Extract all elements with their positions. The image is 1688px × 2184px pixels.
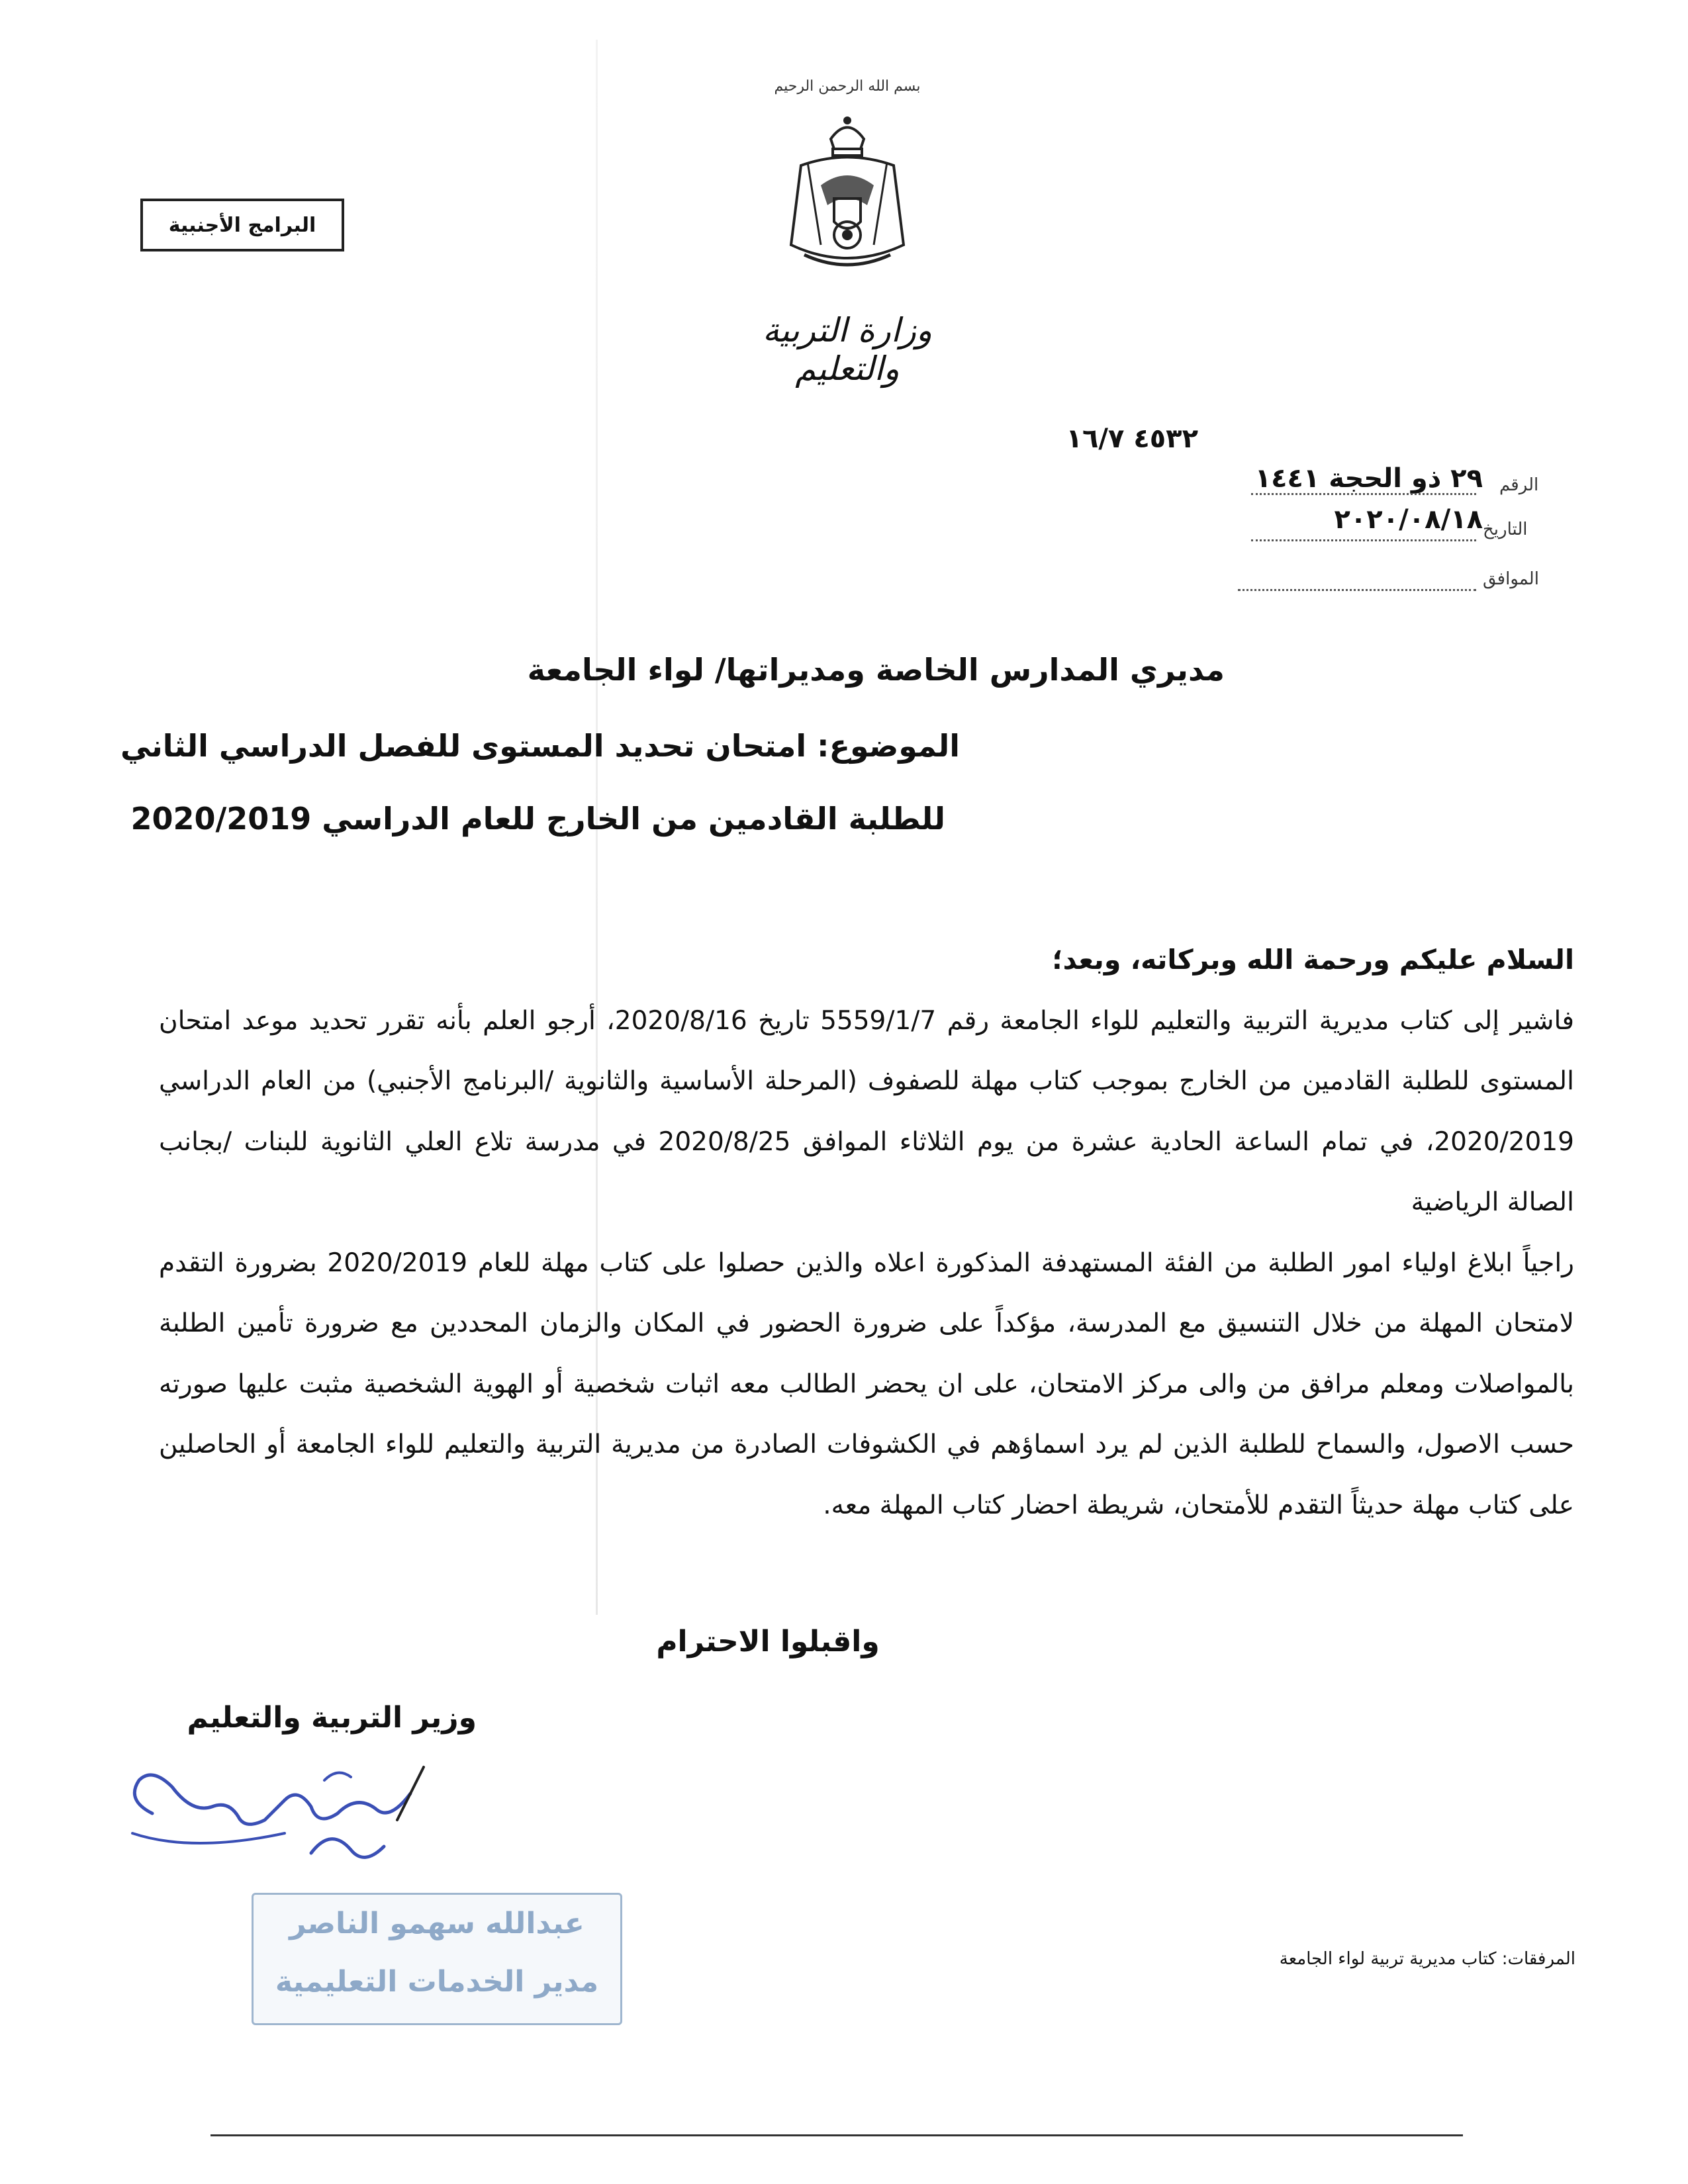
closing: واقبلوا الاحترام xyxy=(656,1625,880,1659)
hijri-date: ٢٩ ذو الحجة ١٤٤١ xyxy=(1254,463,1483,494)
number-dotted-line xyxy=(1251,493,1476,495)
basmala-calligraphy: بسم الله الرحمن الرحيم xyxy=(774,78,921,95)
letter-page: البرامج الأجنبية بسم الله الرحمن الرحيم وزارة التربية والتعليم ٤٥٣٢ ١٦/٧ ٢٩ ذو الحجة ١٤٤١ ٢٠٢٠/٠٨/١٨ الرقم التاريخ الموافق مديري المدارس الخاصة ومديراتها/ لواء الجامعة الموضوع: امتحان تحديد المستوى للفصل الدراسي الثاني للطلبة القادمين من الخارج للعام الدراسي 2020/2019 السلام عليكم ورحمة الله وبركاته، وبعد؛ فاشير إلى كتاب مديرية التربية والتعليم للواء الجامعة رقم 5559/1/7 تاريخ 2020/8/16، أرجو العلم بأنه تقرر تحديد موعد امتحان المستوى للطلبة القادمين من الخارج بموجب كتاب مهلة للصفوف (المرحلة الأساسية والثانوية /البرنامج الأجنبي) من العام الدراسي 2020/2019، في تمام الساعة الحادية عشرة من يوم الثلاثاء الموافق 2020/8/25 في مدرسة تلاع العلي الثانوية للبنات /بجانب الصالة الرياضية راجياً ابلاغ اولياء امور الطلبة من الفئة المستهدفة المذكورة اعلاه والذين حصلوا على كتاب مهلة للعام 2020/2019 بضرورة التقدم لامتحان المهلة من خلال التنسيق مع المدرسة، مؤكداً على ضرورة الحضور في المكان والزمان المحددين مع ضرورة تأمين الطلبة بالمواصلات ومعلم مرافق من والى مركز الامتحان، على ان يحضر الطالب معه اثبات شخصية أو الهوية الشخصية مثبت عليها صورته حسب الاصول، والسماح للطلبة الذين لم يرد اسماؤهم في الكشوفات الصادرة من مديرية التربية والتعليم للواء الجامعة أو الحاصلين على كتاب مهلة حديثاً التقدم للأمتحان، شريطة احضار كتاب المهلة معه. واقبلوا الاحترام وزير التربية والتعليم عبدالله سهمو الناصر مدير الخدمات التعليمية المرفقات: كتاب مديرية تربية لواء الجامعة xyxy=(0,0,1688,2184)
attachments-note: المرفقات: كتاب مديرية تربية لواء الجامعة xyxy=(1279,1949,1575,1969)
greeting: السلام عليكم ورحمة الله وبركاته، وبعد؛ xyxy=(1052,944,1574,976)
label-number: الرقم xyxy=(1499,475,1539,495)
department-label: البرامج الأجنبية xyxy=(168,213,316,237)
subject-line-1: الموضوع: امتحان تحديد المستوى للفصل الدراسي الثاني xyxy=(120,728,960,764)
ministry-name: وزارة التربية والتعليم xyxy=(762,311,933,388)
jordan-coat-of-arms-icon xyxy=(774,113,920,278)
official-stamp xyxy=(252,1893,622,2025)
stamp-line-1: عبدالله سهمو الناصر xyxy=(289,1907,585,1940)
paragraph-1: فاشير إلى كتاب مديرية التربية والتعليم للواء الجامعة رقم 5559/1/7 تاريخ 2020/8/16، أرجو العلم بأنه تقرر تحديد موعد امتحان المستوى للطلبة القادمين من الخارج بموجب كتاب مهلة للصفوف (المرحلة الأساسية والثانوية /البرنامج الأجنبي) من العام الدراسي 2020/2019، في تمام الساعة الحادية عشرة من يوم الثلاثاء الموافق 2020/8/25 في مدرسة تلاع العلي الثانوية للبنات /بجانب الصالة الرياضية xyxy=(159,1005,1574,1217)
department-box xyxy=(140,199,344,251)
date-dotted-line xyxy=(1251,539,1476,541)
letter-body xyxy=(159,930,1574,1535)
addressee: مديري المدارس الخاصة ومديراتها/ لواء الجامعة xyxy=(527,652,1225,688)
label-corresponding: الموافق xyxy=(1483,569,1539,589)
subject-line-2: للطلبة القادمين من الخارج للعام الدراسي 2020/2019 xyxy=(130,801,945,837)
handwritten-signature xyxy=(113,1754,457,1886)
gregorian-date: ٢٠٢٠/٠٨/١٨ xyxy=(1334,504,1483,535)
corresponding-dotted-line xyxy=(1238,589,1476,591)
paragraph-2: راجياً ابلاغ اولياء امور الطلبة من الفئة المستهدفة المذكورة اعلاه والذين حصلوا على كتاب مهلة للعام 2020/2019 بضرورة التقدم لامتحان المهلة من خلال التنسيق مع المدرسة، مؤكداً على ضرورة الحضور في المكان والزمان المحددين مع ضرورة تأمين الطلبة بالمواصلات ومعلم مرافق من والى مركز الامتحان، على ان يحضر الطالب معه اثبات شخصية أو الهوية الشخصية مثبت عليها صورته حسب الاصول، والسماح للطلبة الذين لم يرد اسماؤهم في الكشوفات الصادرة من مديرية التربية والتعليم للواء الجامعة أو الحاصلين على كتاب مهلة حديثاً التقدم للأمتحان، شريطة احضار كتاب المهلة معه. xyxy=(159,1248,1574,1520)
minister-title: وزير التربية والتعليم xyxy=(187,1701,477,1735)
label-date: التاريخ xyxy=(1483,520,1528,539)
footer-rule xyxy=(211,2134,1463,2136)
stamp-line-2: مدير الخدمات التعليمية xyxy=(275,1965,599,1999)
